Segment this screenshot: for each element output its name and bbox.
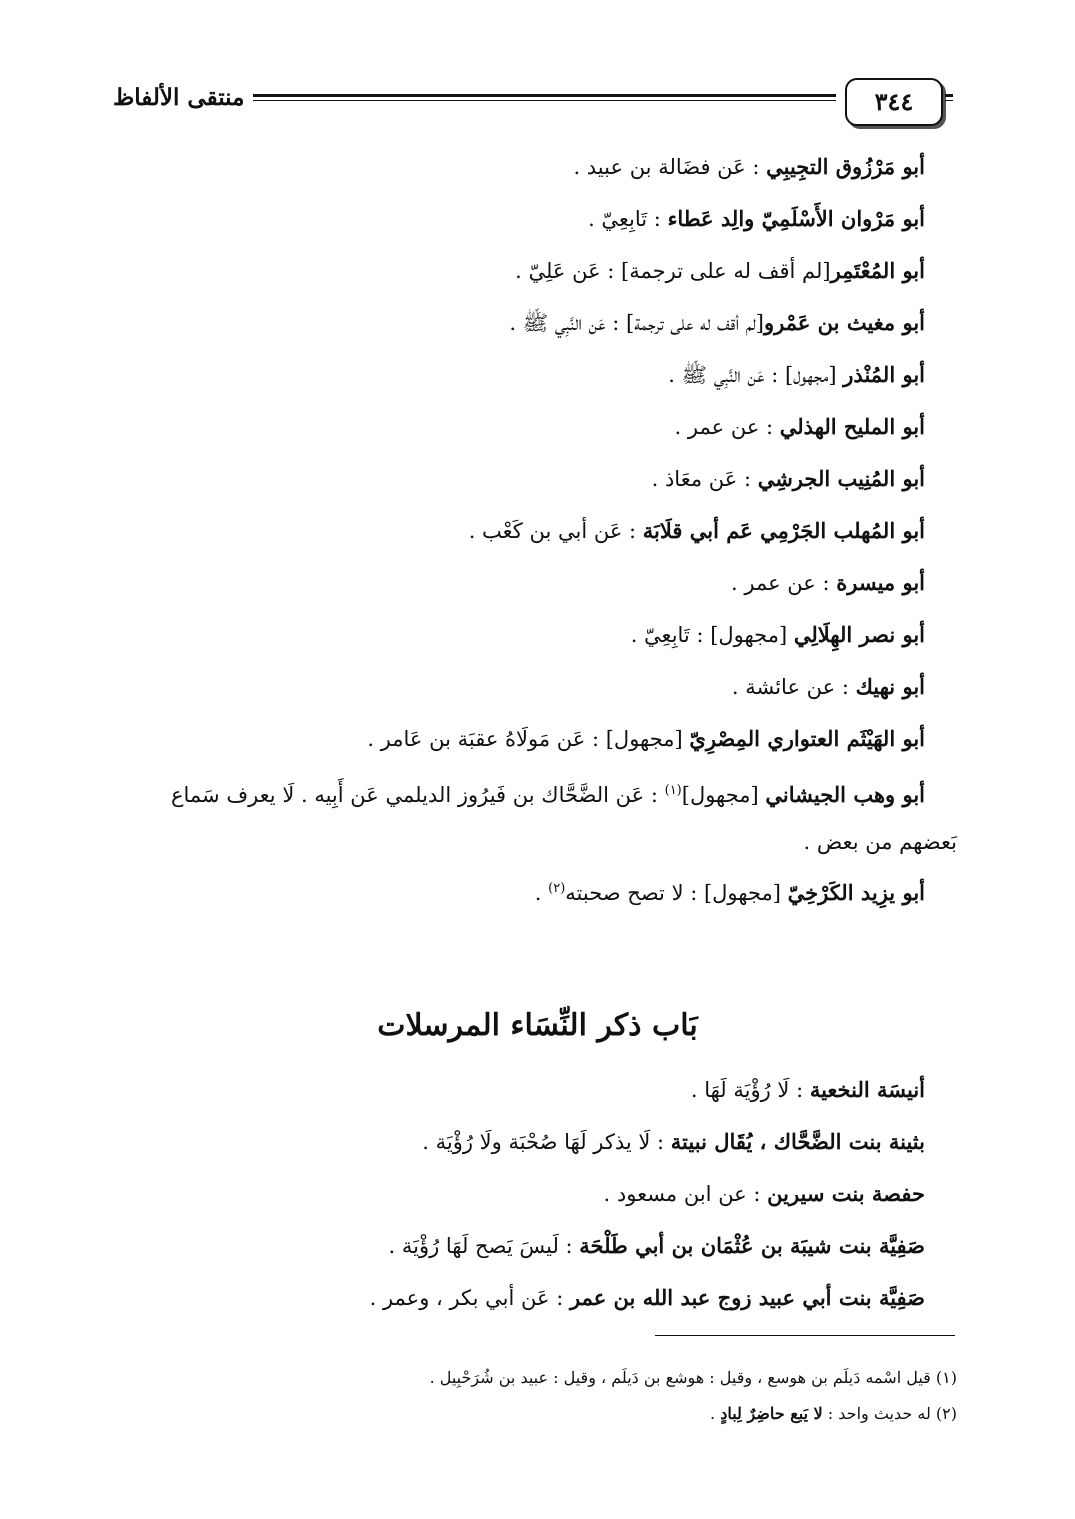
entry-line xyxy=(370,1283,925,1313)
footnote-text: . xyxy=(710,1404,721,1423)
entry-line xyxy=(388,1231,925,1261)
entry-line xyxy=(515,256,925,286)
entry-text: : تَابِعِيّ . xyxy=(588,207,668,231)
hadith-text: لا يَبع حاضِرٌ لِبادٍ xyxy=(720,1404,823,1423)
footnote-separator xyxy=(655,1335,955,1336)
entry-name: أبو نهيك xyxy=(855,674,925,699)
entry-text: : عن عمر . xyxy=(674,415,780,439)
footnote-2 xyxy=(710,1402,957,1426)
entry-text: : عن عمر . xyxy=(731,571,837,595)
page-number: ٣٤٤ xyxy=(845,78,943,126)
header-rule-right xyxy=(945,94,953,106)
entry-text: : عَن فضَالة بن عبيد . xyxy=(573,155,767,179)
entry-name: أبو يزِيد الكَرْخِيّ xyxy=(787,880,925,905)
entry-text: [مجهول] : لا تصح صحبته xyxy=(565,881,788,905)
entry-name: أبو مَرْزُوق التجِيبِي xyxy=(766,154,925,179)
entry-text: : عَن الضَّحَّاك بن فَيرُوز الديلمي عَن أَبِيه . لَا يعرف سَماع xyxy=(170,783,665,807)
footnote-ref[interactable]: (١) xyxy=(664,783,682,798)
footnote-1: (١) قيل اسْمه دَيلَم بن هوسع ، وقيل : هوشع بن دَيلَم ، وقيل : عبيد بن شُرَحْبِيل . xyxy=(429,1368,957,1387)
entry-text: [لم أقف له على ترجمة] : عَن عَلِيّ . xyxy=(515,259,831,283)
entry-line xyxy=(631,620,925,650)
entry-name: أبو مَرْوان الأَسْلَمِيّ والِد عَطاء xyxy=(667,206,925,231)
entry-text: : عَن معَاذ . xyxy=(651,467,758,491)
entry-text: : لَا يذكر لَهَا صُحْبَة ولَا رُؤْيَة . xyxy=(422,1130,671,1154)
entry-name: أنيسَة النخعية xyxy=(809,1077,925,1102)
footnote-ref[interactable]: (٢) xyxy=(548,881,566,896)
entry-text: [مجهول] xyxy=(681,783,766,807)
entry-text: : لَيسَ يَصح لَهَا رُؤْيَة . xyxy=(388,1234,580,1258)
entry-name: أبو الهَيْثَم العتواري المِصْرِيّ xyxy=(689,726,925,751)
entry-name: أبو المُهلب الجَرْمِي عَم أبي قلَابَة xyxy=(642,518,925,543)
footnote-text: (٢) له حديث واحد : xyxy=(822,1404,957,1423)
entry-line xyxy=(731,568,925,598)
running-title: منتقى الألفاظ xyxy=(113,84,245,111)
entry-line xyxy=(535,874,925,908)
entry-text: . xyxy=(534,881,549,905)
entry-line xyxy=(652,464,925,494)
entry-text: [مجهول] : تَابِعِيّ . xyxy=(630,623,794,647)
entry-line xyxy=(691,1075,925,1105)
entry-text: : لَا رُؤْيَة لَهَا . xyxy=(690,1078,810,1102)
chapter-title: بَاب ذكر النِّسَاء المرسلات xyxy=(377,1008,698,1043)
entry-line xyxy=(509,308,925,338)
entry-text: [مجهول] : عَن النَّبِي ﷺ . xyxy=(668,363,844,387)
entry-name: أبو المُنِيب الجرشِي xyxy=(757,466,925,491)
entry-name: بثينة بنت الضَّحَّاك ، يُقَال نبيتة xyxy=(670,1129,925,1154)
entry-name: أبو وهب الجيشاني xyxy=(765,782,925,807)
entry-name: أبو ميسرة xyxy=(836,570,925,595)
entry-name: أبو نصر الهِلَالِي xyxy=(793,622,925,647)
entry-line xyxy=(675,412,925,442)
entry-line xyxy=(668,360,925,390)
entry-line xyxy=(573,152,925,182)
entry-line xyxy=(469,516,925,546)
entry-name: أبو المُعْتَمِر xyxy=(830,258,925,283)
entry-name: صَفِيَّة بنت أبي عبيد زوج عبد الله بن عمر xyxy=(569,1285,925,1310)
entry-name: أبو مغيث بن عَمْرو xyxy=(763,310,925,335)
entry-name: حفصة بنت سيرين xyxy=(767,1181,925,1206)
entry-text: : عَن أبي بن كَعْب . xyxy=(468,519,643,543)
entry-text: : عن ابن مسعود . xyxy=(603,1182,768,1206)
page-header xyxy=(105,78,955,126)
entry-continuation: بَعضهم من بعض . xyxy=(803,830,957,854)
entry-line xyxy=(367,724,925,754)
entry-line xyxy=(422,1127,925,1157)
entry-text: [لم أقف له على ترجمة] : عَن النَّبِي ﷺ . xyxy=(509,311,764,335)
entry-line xyxy=(604,1179,925,1209)
entry-name: أبو المُنْذر xyxy=(843,362,925,387)
entry-text: : عن عائشة . xyxy=(731,675,856,699)
entry-name: صَفِيَّة بنت شيبَة بن عُثْمَان بن أبي طَلْحَة xyxy=(579,1233,925,1258)
entry-text: [مجهول] : عَن مَولَاهُ عقبَة بن عَامر . xyxy=(367,727,690,751)
entry-line xyxy=(588,204,925,234)
header-rule xyxy=(253,94,836,106)
entry-text: : عَن أبي بكر ، وعمر . xyxy=(369,1286,570,1310)
entry-line xyxy=(171,776,925,810)
entry-line xyxy=(732,672,925,702)
entry-name: أبو المليح الهذلي xyxy=(779,414,925,439)
